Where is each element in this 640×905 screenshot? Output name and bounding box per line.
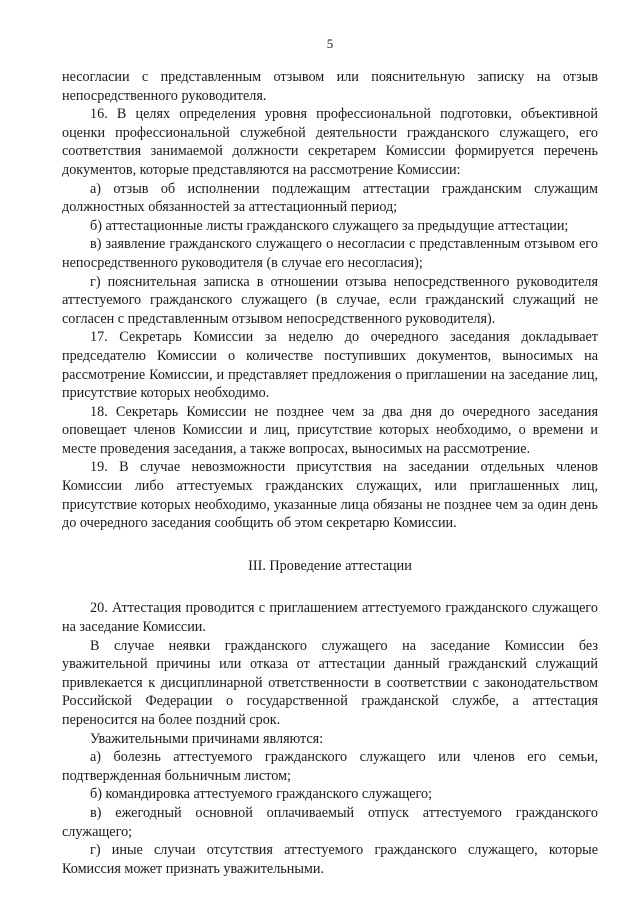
page-number: 5 — [326, 36, 334, 51]
paragraph-reason-v: в) ежегодный основной оплачиваемый отпуск аттестуемого гражданского служащего; — [62, 804, 598, 840]
paragraph-item-17: 17. Секретарь Комиссии за неделю до очередного заседания докладывает председателю Комиссии о количестве поступивших документов, выносимых на рассмотрение Комиссии, и представляет предложения о приглашении на заседание лиц, присутствие которых необходимо. — [62, 329, 598, 402]
section-heading: III. Проведение аттестации — [248, 557, 412, 574]
paragraph-absence-consequence: В случае неявки гражданского служащего на заседание Комиссии без уважительной причины или отказа от аттестации данный гражданский служащий привлекается к дисциплинарной ответственности в соответствии с законодательством Российской Федерации о государственной гражданской службе, а аттестация переносится на более поздний срок. — [62, 637, 598, 728]
paragraph-item-16v: в) заявление гражданского служащего о несогласии с представленным отзывом его непосредственного руководителя (в случае его несогласия); — [62, 236, 598, 271]
paragraph-item-16a: а) отзыв об исполнении подлежащим аттестации гражданским служащим должностных обязанностей за аттестационный период; — [62, 180, 598, 216]
paragraph-item-16g: г) пояснительная записка в отношении отзыва непосредственного руководителя аттестуемого гражданского служащего (в случае, если гражданский служащий не согласен с представленным отзывом непосредственного руководителя). — [62, 273, 598, 327]
paragraph-item-19: 19. В случае невозможности присутствия на заседании отдельных членов Комиссии либо аттестуемых гражданских служащих, или приглашенных лиц, присутствие которых необходимо, указанные лица обязаны не позднее чем за один день до очередного заседания сообщить об этом секретарю Комиссии. — [62, 459, 598, 532]
paragraph-reason-a: а) болезнь аттестуемого гражданского служащего или членов его семьи, подтвержденная больничным листом; — [62, 749, 598, 784]
paragraph-valid-reasons-intro: Уважительными причинами являются: — [90, 730, 324, 747]
paragraph-item-18: 18. Секретарь Комиссии не позднее чем за два дня до очередного заседания оповещает членов Комиссии и лиц, присутствие которых необходимо, о времени и месте проведения заседания, а также вопросах, выносимых на рассмотрение. — [62, 403, 598, 457]
paragraph-reason-b: б) командировка аттестуемого гражданского служащего; — [90, 786, 433, 803]
paragraph-item-20: 20. Аттестация проводится с приглашением аттестуемого гражданского служащего на заседание Комиссии. — [62, 600, 598, 636]
paragraph-item-16: 16. В целях определения уровня профессиональной подготовки, объективной оценки профессиональной служебной деятельности гражданского служащего, его соответствия занимаемой должности секретарем Комиссии формируется перечень документов, которые представляются на рассмотрение Комиссии: — [62, 106, 598, 178]
paragraph-continuation: несогласии с представленным отзывом или пояснительную записку на отзыв непосредственного руководителя. — [62, 69, 598, 104]
paragraph-reason-g: г) иные случаи отсутствия аттестуемого гражданского служащего, которые Комиссия может признать уважительными. — [62, 842, 598, 877]
paragraph-item-16b: б) аттестационные листы гражданского служащего за предыдущие аттестации; — [90, 217, 569, 234]
